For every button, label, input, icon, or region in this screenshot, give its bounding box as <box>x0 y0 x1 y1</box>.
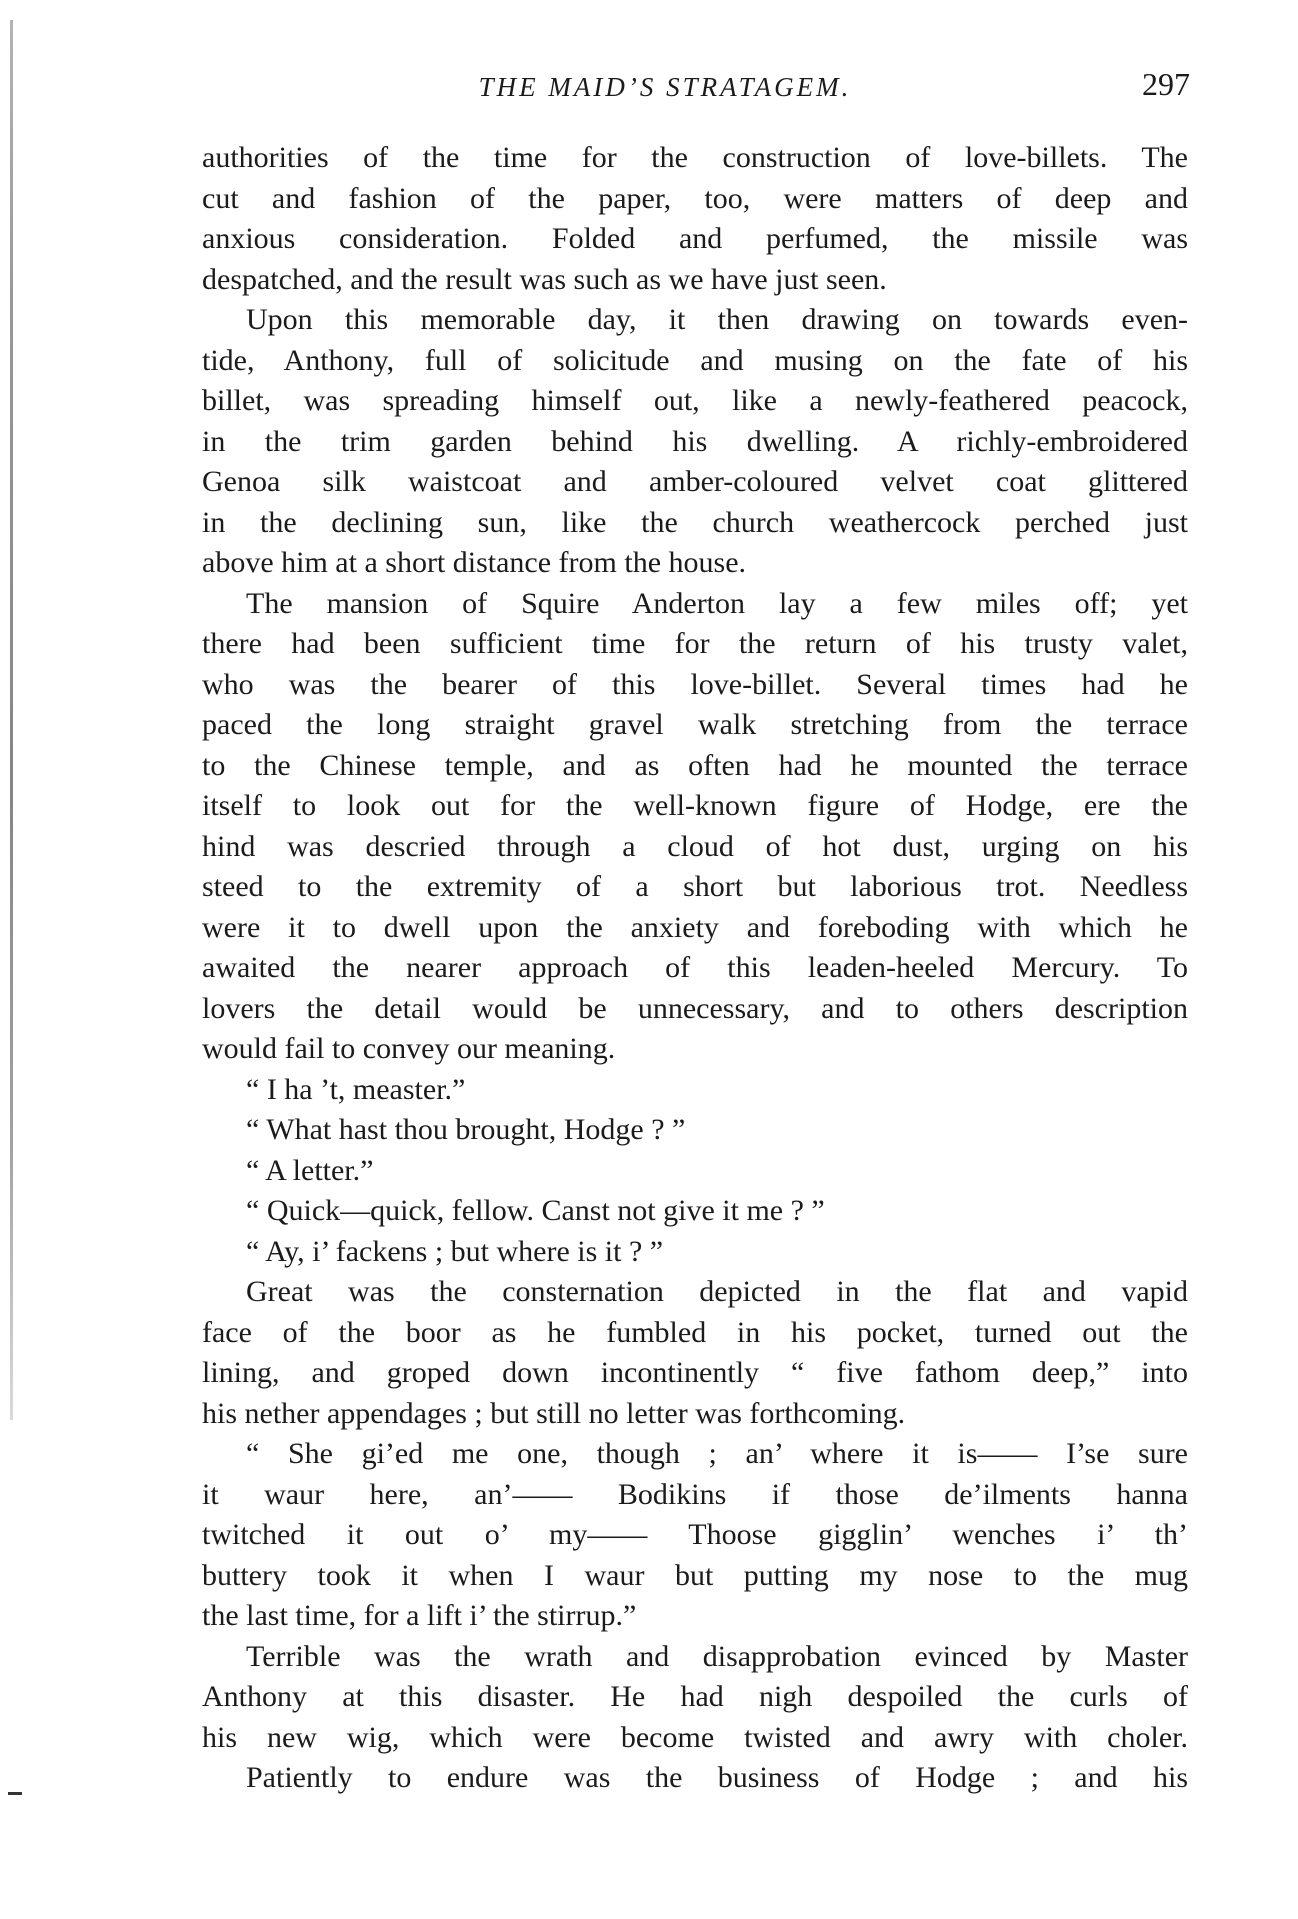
text-line: despatched, and the result was such as we have just seen. <box>202 262 887 296</box>
text-line: the last time, for a lift i’ the stirrup.” <box>202 1599 637 1632</box>
text-line: authorities of the time for the construction of love-billets. The <box>202 141 1188 174</box>
text-line: anxious consideration. Folded and perfumed, the missile was <box>202 222 1188 255</box>
text-line: to the Chinese temple, and as often had he mounted the terrace <box>202 748 1188 782</box>
text-line: buttery took it when I waur but putting my nose to the mug <box>202 1558 1188 1592</box>
text-line: his new wig, which were become twisted and awry with choler. <box>202 1720 1188 1754</box>
text-line: were it to dwell upon the anxiety and foreboding with which he <box>202 910 1188 944</box>
binding-shadow <box>10 20 13 1420</box>
text-line: Upon this memorable day, it then drawing on towards even- <box>246 303 1188 336</box>
margin-mark <box>8 1792 22 1795</box>
text-line: itself to look out for the well-known figure of Hodge, ere the <box>202 789 1188 822</box>
running-title: THE MAID’S STRATAGEM. <box>478 72 852 102</box>
text-line: who was the bearer of this love-billet. Several times had he <box>202 667 1188 701</box>
text-line: “ What hast thou brought, Hodge ? ” <box>246 1113 686 1146</box>
text-line: billet, was spreading himself out, like a newly-feathered peacock, <box>202 384 1188 417</box>
text-line: Anthony at this disaster. He had nigh despoiled the curls of <box>202 1680 1188 1713</box>
text-line: his nether appendages ; but still no letter was forthcoming. <box>202 1396 906 1430</box>
text-line: Genoa silk waistcoat and amber-coloured velvet coat glittered <box>202 465 1188 498</box>
text-line: Terrible was the wrath and disapprobation evinced by Master <box>246 1639 1188 1673</box>
text-line: lovers the detail would be unnecessary, and to others description <box>202 991 1188 1025</box>
text-line: cut and fashion of the paper, too, were matters of deep and <box>202 181 1188 215</box>
text-line: Great was the consternation depicted in the flat and vapid <box>246 1275 1188 1308</box>
body-text <box>202 138 1188 1799</box>
text-line: paced the long straight gravel walk stretching from the terrace <box>202 708 1188 741</box>
text-line: awaited the nearer approach of this leaden-heeled Mercury. To <box>202 951 1188 984</box>
text-line: tide, Anthony, full of solicitude and musing on the fate of his <box>202 343 1188 377</box>
text-line: “ Ay, i’ fackens ; but where is it ? ” <box>246 1234 664 1268</box>
text-line: Patiently to endure was the business of Hodge ; and his <box>246 1761 1188 1794</box>
text-line: in the trim garden behind his dwelling. A richly-embroidered <box>202 424 1188 458</box>
text-line: “ I ha ’t, measter.” <box>246 1072 466 1106</box>
text-line: steed to the extremity of a short but laborious trot. Needless <box>202 870 1188 903</box>
text-line: “ She gi’ed me one, though ; an’ where it is—— I’se sure <box>246 1437 1188 1470</box>
page-number: 297 <box>1142 66 1190 102</box>
text-line: “ A letter.” <box>246 1153 374 1187</box>
text-line: “ Quick—quick, fellow. Canst not give it me ? ” <box>246 1194 825 1227</box>
text-line: The mansion of Squire Anderton lay a few miles off; yet <box>246 586 1188 620</box>
text-line: would fail to convey our meaning. <box>202 1032 616 1065</box>
text-line: lining, and groped down incontinently “ five fathom deep,” into <box>202 1356 1188 1389</box>
text-line: twitched it out o’ my—— Thoose gigglin’ wenches i’ th’ <box>202 1518 1188 1551</box>
text-line: hind was descried through a cloud of hot dust, urging on his <box>202 829 1188 863</box>
text-line: above him at a short distance from the house. <box>202 546 747 579</box>
text-line: in the declining sun, like the church weathercock perched just <box>202 505 1188 539</box>
text-line: it waur here, an’—— Bodikins if those de’ilments hanna <box>202 1477 1188 1511</box>
page-header <box>200 60 1190 110</box>
text-line: face of the boor as he fumbled in his pocket, turned out the <box>202 1315 1188 1349</box>
text-line: there had been sufficient time for the return of his trusty valet, <box>202 627 1188 660</box>
